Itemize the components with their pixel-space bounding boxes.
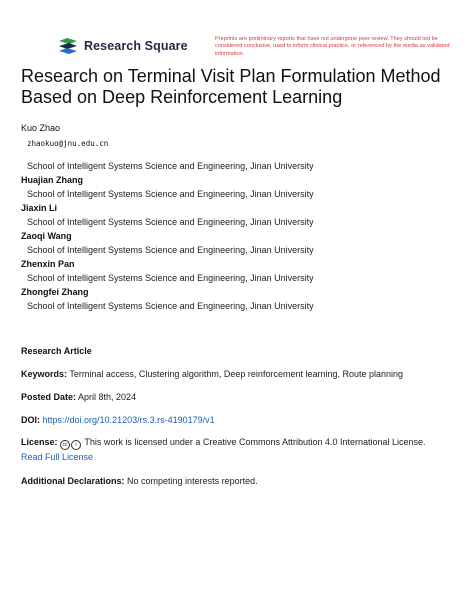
author-name: Zhongfei Zhang xyxy=(21,287,89,297)
author-name: Huajian Zhang xyxy=(21,175,84,185)
posted-date-row xyxy=(21,392,461,403)
posted-date-value: April 8th, 2024 xyxy=(78,392,137,402)
author-name: Zaoqi Wang xyxy=(21,231,72,241)
article-type: Research Article xyxy=(21,346,92,356)
license-row xyxy=(21,437,461,450)
declarations-value: No competing interests reported. xyxy=(127,476,258,486)
keywords-row xyxy=(21,369,461,380)
keywords-value: Terminal access, Clustering algorithm, Deep reinforcement learning, Route planning xyxy=(69,369,404,379)
author-entry xyxy=(21,123,461,172)
read-full-license-link[interactable]: Read Full License xyxy=(21,452,94,462)
author-name: Zhenxin Pan xyxy=(21,259,75,269)
license-label: License: xyxy=(21,437,58,447)
author-entry xyxy=(21,231,461,256)
cc-icon: cc xyxy=(60,440,70,450)
by-icon: i xyxy=(71,440,81,450)
author-name: Kuo Zhao xyxy=(21,123,61,133)
author-affiliation: School of Intelligent Systems Science and Engineering, Jinan University xyxy=(27,301,314,311)
research-square-logo-icon xyxy=(57,37,79,55)
keywords-label: Keywords: xyxy=(21,369,68,379)
author-email[interactable]: zhaokuo@jnu.edu.cn xyxy=(27,139,109,148)
doi-row xyxy=(21,415,461,426)
author-affiliation: School of Intelligent Systems Science and Engineering, Jinan University xyxy=(27,161,314,171)
declarations-label: Additional Declarations: xyxy=(21,476,125,486)
author-list xyxy=(21,123,461,312)
posted-date-label: Posted Date: xyxy=(21,392,77,402)
author-affiliation: School of Intelligent Systems Science and Engineering, Jinan University xyxy=(27,245,314,255)
author-entry xyxy=(21,287,461,312)
doi-label: DOI: xyxy=(21,415,40,425)
author-name: Jiaxin Li xyxy=(21,203,58,213)
preprint-disclaimer: Preprints are preliminary reports that have not undergone peer review. They should not be considered conclusive, used to inform clinical practice, or referenced by the media as validated information. xyxy=(215,36,450,57)
author-entry xyxy=(21,259,461,284)
research-square-logo[interactable] xyxy=(57,37,188,55)
paper-title: Research on Terminal Visit Plan Formulation Method Based on Deep Reinforcement Learning xyxy=(21,66,441,107)
doi-link[interactable]: https://doi.org/10.21203/rs.3.rs-4190179/v1 xyxy=(42,415,215,425)
author-affiliation: School of Intelligent Systems Science and Engineering, Jinan University xyxy=(27,273,314,283)
author-entry xyxy=(21,203,461,228)
declarations-row xyxy=(21,476,461,487)
logo-text: Research Square xyxy=(84,39,188,53)
author-entry xyxy=(21,175,461,200)
license-text: This work is licensed under a Creative Commons Attribution 4.0 International License. xyxy=(84,437,426,447)
author-affiliation: School of Intelligent Systems Science and Engineering, Jinan University xyxy=(27,217,314,227)
author-affiliation: School of Intelligent Systems Science and Engineering, Jinan University xyxy=(27,189,314,199)
